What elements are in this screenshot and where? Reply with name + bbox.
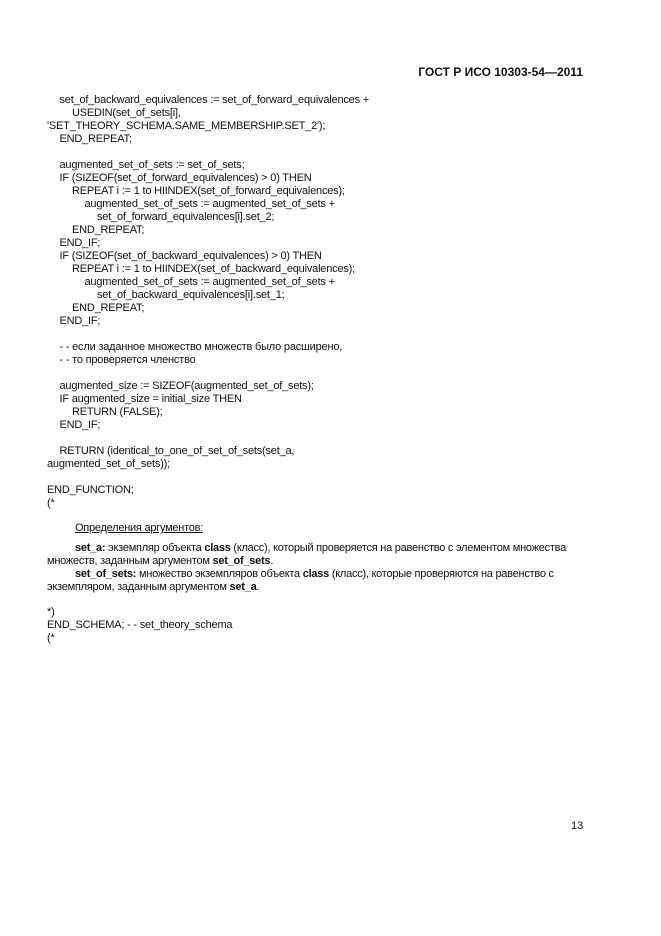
code-line: END_IF; (59, 419, 101, 431)
code-line: END_IF; (59, 315, 101, 327)
text: экземпляр объекта (105, 542, 205, 554)
code-line: augmented_set_of_sets := augmented_set_of_sets + (84, 276, 335, 288)
code-line: END_FUNCTION; (47, 484, 134, 496)
code-line: END_REPEAT; (72, 302, 145, 314)
code-line: augmented_set_of_sets := set_of_sets; (59, 159, 245, 171)
code-line: 'SET_THEORY_SCHEMA.SAME_MEMBERSHIP.SET_2'); (47, 120, 326, 132)
term-class: class (204, 542, 231, 554)
code-line: (* (47, 497, 55, 509)
term-set-a: set_a (229, 581, 257, 593)
text: . (270, 555, 274, 567)
document-code-header: ГОСТ Р ИСО 10303-54—2011 (418, 65, 583, 79)
code-line (47, 328, 587, 341)
code-line: - - если заданное множество множеств было расширено, (59, 341, 343, 353)
code-line: END_IF; (59, 237, 101, 249)
code-line (47, 146, 587, 159)
code-line: augmented_set_of_sets := augmented_set_of_sets + (84, 198, 335, 210)
code-line: REPEAT i := 1 to HIINDEX(set_of_forward_equivalences); (72, 185, 345, 197)
term-class: class (302, 568, 330, 580)
code-line: IF (SIZEOF(set_of_forward_equivalences) > 0) THEN (59, 172, 312, 184)
page-number: 13 (571, 820, 584, 832)
code-block-function-body (47, 94, 587, 510)
definitions-heading-paragraph (47, 522, 585, 535)
code-line: *) (47, 606, 55, 618)
code-line: set_of_forward_equivalences[i].set_2; (97, 211, 275, 223)
code-line: RETURN (identical_to_one_of_set_of_sets(set_a, (59, 445, 295, 457)
text: (класс), которые проверяются на равенство с экземпляром, заданным аргументом (47, 568, 554, 593)
text: множество экземпляров объекта (136, 568, 303, 580)
text: (класс), который проверяется на равенство с элементом множества множеств, заданным аргументом (47, 542, 566, 567)
code-line: END_SCHEMA; - - set_theory_schema (47, 619, 233, 631)
code-block-schema-end (47, 606, 587, 645)
definition-set-of-sets (47, 568, 585, 594)
code-line: augmented_size := SIZEOF(augmented_set_of_sets); (59, 380, 314, 392)
code-line (47, 367, 587, 380)
code-line: augmented_set_of_sets)); (47, 458, 170, 470)
definitions-heading: Определения аргументов: (75, 522, 204, 534)
code-line: set_of_backward_equivalences[i].set_1; (97, 289, 285, 301)
code-line: REPEAT i := 1 to HIINDEX(set_of_backward_equivalences); (72, 263, 355, 275)
term-set-of-sets: set_of_sets: (75, 568, 137, 580)
code-line: set_of_backward_equivalences := set_of_forward_equivalences + (59, 94, 369, 106)
code-line: (* (47, 632, 55, 644)
term-set-a: set_a: (75, 542, 106, 554)
text: . (256, 581, 260, 593)
code-line: RETURN (FALSE); (72, 406, 163, 418)
code-line: - - то проверяется членство (59, 354, 196, 366)
code-line: END_REPEAT; (72, 224, 145, 236)
code-line: IF augmented_size = initial_size THEN (59, 393, 242, 405)
term-set-of-sets: set_of_sets (212, 555, 271, 567)
code-line (47, 432, 587, 445)
code-line: IF (SIZEOF(set_of_backward_equivalences) > 0) THEN (59, 250, 322, 262)
definition-set-a (47, 542, 585, 568)
code-line: USEDIN(set_of_sets[i], (72, 107, 181, 119)
code-line: END_REPEAT; (59, 133, 132, 145)
code-line (47, 471, 587, 484)
